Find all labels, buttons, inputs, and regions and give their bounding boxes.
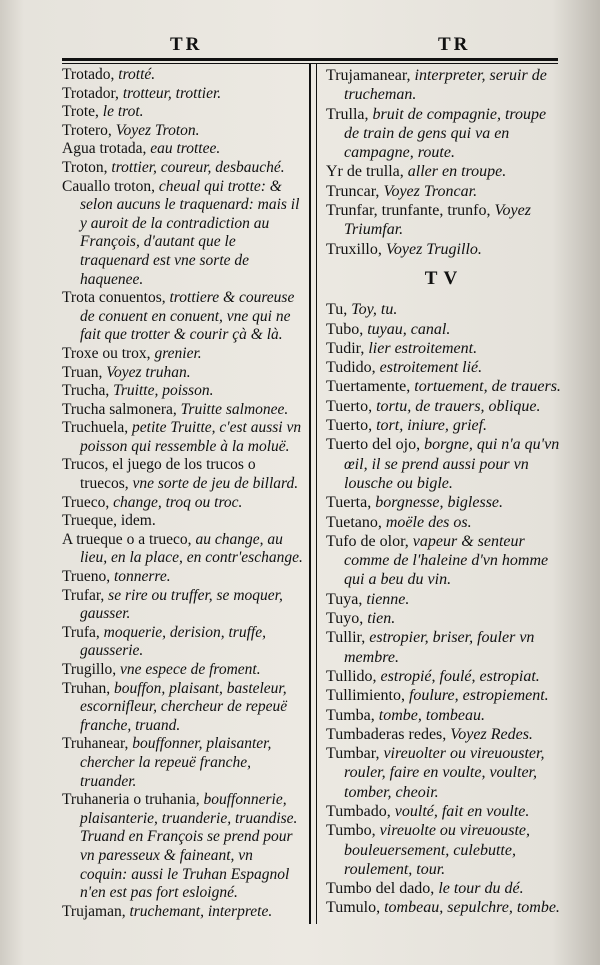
dictionary-entry (326, 590, 562, 609)
dictionary-entry (326, 898, 562, 917)
dictionary-entry (62, 512, 304, 531)
entry-gloss: tortu, de trauers, oblique. (372, 397, 541, 415)
dictionary-entry (326, 182, 562, 201)
entry-gloss: estropié, foulé, estropiat. (376, 667, 540, 685)
dictionary-entry (326, 435, 562, 493)
entry-headword: Tumbo, (326, 822, 376, 840)
entry-gloss: voulté, fait en voulte. (390, 802, 530, 820)
entry-gloss: tortuement, de trauers. (410, 378, 561, 396)
entry-headword: Tudido, (326, 359, 376, 377)
entry-headword: Tumbado, (326, 802, 391, 820)
entry-headword: Tubo, (326, 320, 364, 338)
dictionary-entry (326, 377, 562, 396)
entry-gloss: le trot. (98, 103, 144, 121)
entry-gloss: vne espece de froment. (116, 661, 261, 678)
entry-gloss: tien. (363, 610, 396, 628)
dictionary-entry (326, 706, 562, 725)
dictionary-entry (62, 680, 304, 736)
entry-gloss: tombeau, sepulchre, tombe. (380, 899, 560, 917)
dictionary-entry (62, 661, 304, 680)
dictionary-entry (326, 339, 562, 358)
dictionary-entry (62, 568, 304, 587)
entry-headword: Trotador, (62, 84, 119, 102)
entry-headword: Troxe ou trox, (62, 344, 151, 362)
entry-gloss: bouffonner, plaisanter, chercher la repeuë franche, truander. (80, 735, 272, 790)
entry-gloss: trotté. (114, 66, 156, 83)
header-rule (62, 58, 558, 61)
entry-gloss: foulure, estropiement. (404, 687, 549, 705)
entry-headword: Tuya, (326, 590, 363, 608)
entry-headword: Truhan, (62, 679, 111, 697)
entry-headword: Troton, (62, 158, 108, 176)
entry-gloss: truchemant, interprete. (125, 902, 273, 920)
dictionary-entry (326, 802, 562, 821)
entry-gloss: au change, au lieu, en la place, en contr'eschange. (80, 530, 303, 567)
entry-gloss: Voyez Triumfar. (344, 202, 531, 239)
entry-headword: Tu, (326, 301, 348, 319)
dictionary-entry (326, 493, 562, 512)
entry-headword: A trueque o a trueco, (62, 530, 192, 548)
entry-gloss: tienne. (362, 590, 410, 608)
entry-gloss: borgnesse, biglesse. (371, 494, 504, 512)
entry-gloss: vapeur & senteur comme de l'haleine d'vn homme qui a beu du vin. (344, 532, 549, 589)
entry-gloss: tort, iniure, grief. (372, 417, 488, 435)
entry-headword: Trucha, (62, 382, 110, 400)
entry-gloss: grenier. (150, 344, 202, 362)
entry-gloss: vne sorte de jeu de billard. (128, 475, 299, 493)
entry-headword: Tuerto del ojo, (326, 436, 421, 454)
entry-headword: Truhanear, (62, 735, 129, 753)
entry-headword: Trucos, el juego de los trucos o truecos, (62, 456, 256, 493)
dictionary-entry (62, 456, 304, 493)
entry-gloss: bruit de compagnie, troupe de train de gens qui va en campagne, route. (344, 105, 547, 162)
dictionary-entry (326, 532, 562, 590)
dictionary-entry (62, 401, 304, 420)
dictionary-entry (62, 289, 304, 345)
entry-gloss: trotteur, trottier. (118, 84, 222, 102)
entry-headword: Tuyo, (326, 610, 364, 628)
entry-gloss: Voyez Redes. (446, 725, 533, 743)
entry-gloss: Voyez Troncar. (379, 182, 478, 200)
entry-gloss: Toy, tu. (347, 301, 398, 319)
dictionary-entry (326, 609, 562, 628)
right-column-entries-tv (326, 300, 562, 918)
entry-headword: Tuerta, (326, 494, 372, 512)
entry-headword: Tullir, (326, 629, 366, 647)
entry-headword: Trujamanear, (326, 67, 411, 84)
dictionary-entry (62, 494, 304, 513)
entry-gloss: estropier, briser, fouler vn membre. (344, 629, 535, 666)
dictionary-entry (326, 667, 562, 686)
dictionary-entry (326, 201, 562, 240)
entry-headword: Trotado, (62, 66, 115, 83)
dictionary-entry (62, 735, 304, 791)
entry-headword: Trunfar, trunfante, trunfo, (326, 202, 491, 220)
dictionary-entry (62, 122, 304, 141)
entry-gloss: borgne, qui n'a qu'vn œil, il se prend aussi pour vn lousche ou bigle. (344, 436, 560, 492)
entry-gloss: cheual qui trotte: & selon aucuns le traquenard: mais il y auroit de la contradiction au François, d'autant que le traquenard est vne sorte de haquenee. (80, 177, 300, 288)
entry-gloss: trottier, coureur, desbauché. (107, 158, 285, 176)
dictionary-entry (62, 624, 304, 661)
dictionary-entry (326, 105, 562, 163)
entry-headword: Trota conuentos, (62, 289, 166, 307)
entry-headword: Tuertamente, (326, 378, 411, 396)
dictionary-entry (62, 531, 304, 568)
column-divider (309, 64, 311, 924)
dictionary-entry (62, 66, 304, 85)
right-column-entries-tr (326, 66, 562, 259)
dictionary-entry (326, 240, 562, 259)
entry-headword: Truan, (62, 363, 103, 381)
entry-headword: Trucha salmonera, (62, 400, 177, 418)
entry-gloss: tombe, tombeau. (374, 706, 485, 724)
dictionary-entry (326, 686, 562, 705)
entry-gloss: Truitte salmonee. (176, 400, 289, 418)
entry-gloss: estroitement lié. (375, 359, 483, 377)
left-column (62, 66, 304, 921)
dictionary-entry (62, 85, 304, 104)
entry-headword: Tumbar, (326, 745, 380, 763)
entry-headword: Trufa, (62, 623, 100, 641)
entry-headword: Trueco, (62, 493, 110, 511)
entry-headword: Tuerto, (326, 417, 373, 435)
entry-gloss: le tour du dé. (434, 880, 524, 898)
dictionary-entry (326, 66, 562, 105)
entry-headword: Tumbo del dado, (326, 880, 435, 898)
entry-headword: Trulla, (326, 105, 369, 123)
entry-headword: Trueno, (62, 568, 111, 586)
entry-gloss: aller en troupe. (403, 163, 507, 181)
dictionary-entry (326, 358, 562, 377)
dictionary-entry (326, 628, 562, 667)
right-column (326, 66, 562, 918)
dictionary-entry (62, 178, 304, 290)
dictionary-entry (326, 162, 562, 181)
dictionary-entry (62, 382, 304, 401)
dictionary-entry (326, 513, 562, 532)
entry-gloss: vireuolte ou vireuouste, bouleuersement, culebutte, roulement, tour. (344, 822, 530, 878)
entry-headword: Cauallo troton, (62, 177, 155, 195)
running-head-right: TR (438, 34, 471, 55)
dictionary-entry (326, 300, 562, 319)
entry-gloss: bouffon, plaisant, basteleur, escornifleur, chercheur de repeuë franche, truand. (80, 679, 288, 734)
entry-gloss: Voyez Troton. (111, 121, 200, 139)
entry-gloss: change, troq ou troc. (109, 493, 243, 511)
entry-headword: Trueque, idem. (62, 512, 156, 530)
entry-gloss: Truitte, poisson. (109, 382, 214, 400)
dictionary-entry (326, 725, 562, 744)
entry-gloss: tonnerre. (110, 568, 171, 586)
entry-headword: Tufo de olor, (326, 532, 409, 550)
dictionary-entry (62, 791, 304, 903)
entry-gloss: Voyez Trugillo. (381, 240, 482, 258)
entry-headword: Tudir, (326, 339, 365, 357)
entry-headword: Yr de trulla, (326, 163, 404, 181)
dictionary-entry (62, 903, 304, 922)
entry-headword: Trufar, (62, 586, 105, 604)
entry-headword: Trote, (62, 103, 99, 121)
entry-gloss: interpreter, seruir de trucheman. (344, 67, 547, 104)
dictionary-entry (326, 320, 562, 339)
entry-headword: Truhaneria o truhania, (62, 791, 200, 809)
entry-gloss: moële des os. (381, 513, 472, 531)
entry-headword: Agua trotada, (62, 140, 147, 158)
dictionary-entry (62, 587, 304, 624)
dictionary-entry (62, 345, 304, 364)
entry-headword: Tumba, (326, 706, 375, 724)
entry-gloss: Voyez truhan. (102, 363, 191, 381)
dictionary-entry (326, 397, 562, 416)
entry-headword: Tumbaderas redes, (326, 725, 447, 743)
dictionary-entry (62, 159, 304, 178)
entry-headword: Trotero, (62, 121, 112, 139)
entry-gloss: bouffonnerie, plaisanterie, truanderie, truandise. Truand en François se prend pour vn paresseux & faineant, vn coquin: aussi le Truhan Espagnol n'en est pas fort esloigné. (80, 791, 298, 902)
entry-gloss: moquerie, derision, truffe, gausserie. (80, 623, 266, 660)
entry-headword: Trujaman, (62, 902, 126, 920)
entry-gloss: vireuolter ou vireuouster, rouler, faire en voulte, voulter, tomber, cheoir. (344, 745, 545, 801)
dictionary-entry (326, 744, 562, 802)
entry-headword: Truxillo, (326, 240, 382, 258)
entry-headword: Tuetano, (326, 513, 382, 531)
entry-gloss: se rire ou truffer, se moquer, gausser. (80, 586, 283, 623)
entry-headword: Truncar, (326, 182, 380, 200)
dictionary-entry (62, 419, 304, 456)
entry-gloss: tuyau, canal. (363, 320, 451, 338)
entry-headword: Tumulo, (326, 899, 381, 917)
entry-headword: Tuerto, (326, 397, 373, 415)
column-divider-thin (316, 64, 317, 924)
dictionary-entry (326, 416, 562, 435)
section-heading: TV (424, 267, 464, 289)
entry-gloss: trottiere & coureuse de conuent en conuent, vne qui ne fait que trotter & courir çà & là. (80, 289, 295, 344)
entry-gloss: eau trottee. (146, 140, 221, 158)
entry-gloss: petite Truitte, c'est aussi vn poisson qui ressemble à la moluë. (80, 419, 302, 455)
dictionary-entry (326, 821, 562, 879)
entry-headword: Trugillo, (62, 661, 117, 678)
entry-gloss: lier estroitement. (364, 339, 478, 357)
entry-headword: Truchuela, (62, 419, 129, 437)
entry-headword: Tullimiento, (326, 687, 405, 705)
running-head-left: TR (170, 34, 203, 55)
dictionary-entry (62, 140, 304, 159)
entry-headword: Tullido, (326, 667, 377, 685)
dictionary-entry (62, 103, 304, 122)
dictionary-entry (326, 879, 562, 898)
dictionary-entry (62, 364, 304, 383)
